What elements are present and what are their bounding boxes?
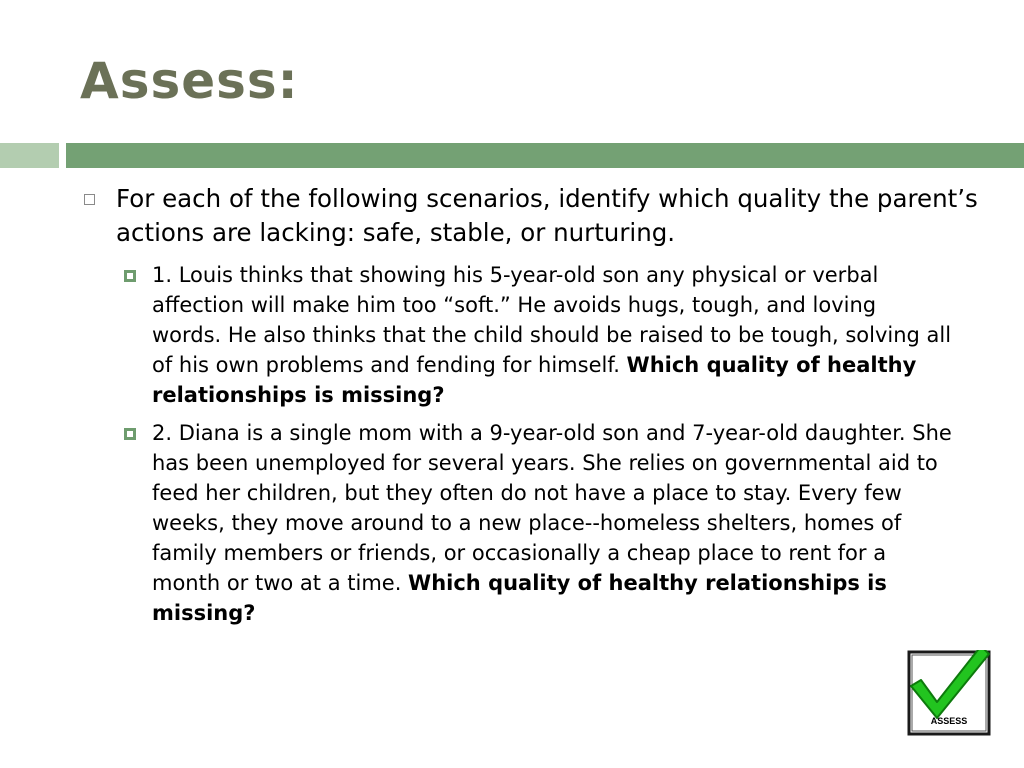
scenario-question: Which quality of healthy relationships is missing?: [152, 353, 917, 407]
intro-bullet: [84, 182, 984, 250]
svg-text:ASSESS: ASSESS: [930, 716, 968, 726]
scenario-item: [122, 260, 952, 410]
square-bullet-icon: [124, 270, 136, 282]
header-band-right: [66, 143, 1024, 168]
slide-content: [84, 182, 984, 628]
header-band-left: [0, 143, 59, 168]
square-bullet-icon: [124, 428, 136, 440]
slide-title: Assess:: [80, 52, 299, 110]
scenario-question: Which quality of healthy relationships is missing?: [152, 571, 887, 625]
hollow-square-bullet-icon: [84, 194, 95, 205]
scenario-text: 2. Diana is a single mom with a 9-year-old son and 7-year-old daughter. She has been unemployed for several years. She relies on governmental aid to feed her children, but they often do not have a place to stay. Every few weeks, they move around to a new place--homeless shelters, homes of family members or friends, or occasionally a cheap place to rent for a month or two at a time.: [152, 421, 952, 595]
scenario-item: [122, 418, 952, 628]
intro-text: For each of the following scenarios, identify which quality the parent’s actions are lacking: safe, stable, or nurturing.: [116, 184, 978, 247]
scenario-text: 1. Louis thinks that showing his 5-year-old son any physical or verbal affection will make him too “soft.” He avoids hugs, tough, and loving words. He also thinks that the child should be raised to be tough, solving all of his own problems and fending for himself.: [152, 263, 952, 377]
assess-checkmark-icon: [907, 650, 991, 736]
